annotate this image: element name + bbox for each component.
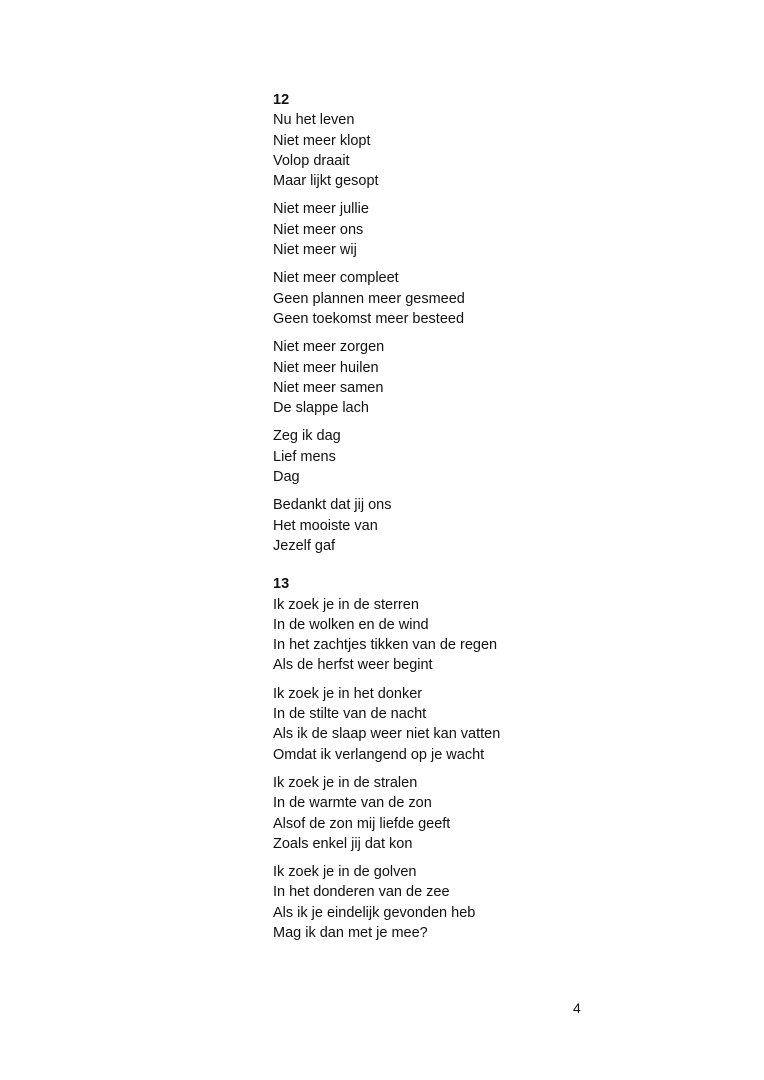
poem-number: 13 (273, 576, 290, 593)
stanza (273, 110, 653, 191)
poem-line: Het mooiste van (273, 517, 378, 534)
poem-line: Jezelf gaf (273, 537, 336, 554)
stanza (273, 268, 653, 329)
poem-line: Zeg ik dag (273, 428, 341, 445)
poem-number: 12 (273, 92, 290, 108)
poem-line: Maar lijkt gesopt (273, 173, 379, 190)
poem-line: Geen plannen meer gesmeed (273, 290, 465, 307)
poem-line: Als ik je eindelijk gevonden heb (273, 904, 476, 921)
poem-line: Niet meer huilen (273, 359, 379, 376)
poem-line: Niet meer zorgen (273, 339, 385, 356)
stanza (273, 862, 653, 943)
poem-line: De slappe lach (273, 400, 369, 417)
poem-line: Lief mens (273, 448, 336, 465)
poem-line: Ik zoek je in de sterren (273, 596, 419, 613)
poem-line: Ik zoek je in de golven (273, 864, 417, 881)
poem-line: Niet meer samen (273, 379, 384, 396)
stanza (273, 595, 653, 676)
poem-line: Niet meer compleet (273, 270, 399, 287)
poem-line: In de warmte van de zon (273, 795, 432, 812)
stanza (273, 773, 653, 854)
stanza (273, 684, 653, 765)
poem-line: Dag (273, 469, 300, 486)
poem-13 (273, 574, 653, 943)
poems-container (273, 90, 653, 951)
poem-line: In het zachtjes tikken van de regen (273, 637, 498, 654)
stanza (273, 426, 653, 487)
poem-line: Als de herfst weer begint (273, 657, 433, 674)
poem-line: Nu het leven (273, 112, 355, 129)
poem-line: Geen toekomst meer besteed (273, 310, 465, 327)
poem-line: Als ik de slaap weer niet kan vatten (273, 726, 501, 743)
poem-line: Volop draait (273, 152, 350, 169)
stanza (273, 337, 653, 418)
stanza (273, 495, 653, 556)
page-number: 4 (573, 1000, 581, 1016)
poem-line: Alsof de zon mij liefde geeft (273, 815, 451, 832)
poem-12 (273, 90, 653, 556)
poem-line: Niet meer klopt (273, 132, 371, 149)
poem-line: In de stilte van de nacht (273, 706, 427, 723)
poem-line: Mag ik dan met je mee? (273, 924, 428, 941)
poem-line: Ik zoek je in de stralen (273, 774, 418, 791)
stanza (273, 199, 653, 260)
poem-line: Zoals enkel jij dat kon (273, 835, 413, 852)
poem-line: In het donderen van de zee (273, 884, 450, 901)
poem-line: Bedankt dat jij ons (273, 497, 392, 514)
poem-line: Niet meer ons (273, 221, 364, 238)
poem-line: Niet meer wij (273, 242, 357, 259)
poem-line: Ik zoek je in het donker (273, 685, 423, 702)
poem-line: Niet meer jullie (273, 201, 369, 218)
poem-line: In de wolken en de wind (273, 616, 429, 633)
poem-line: Omdat ik verlangend op je wacht (273, 746, 485, 763)
